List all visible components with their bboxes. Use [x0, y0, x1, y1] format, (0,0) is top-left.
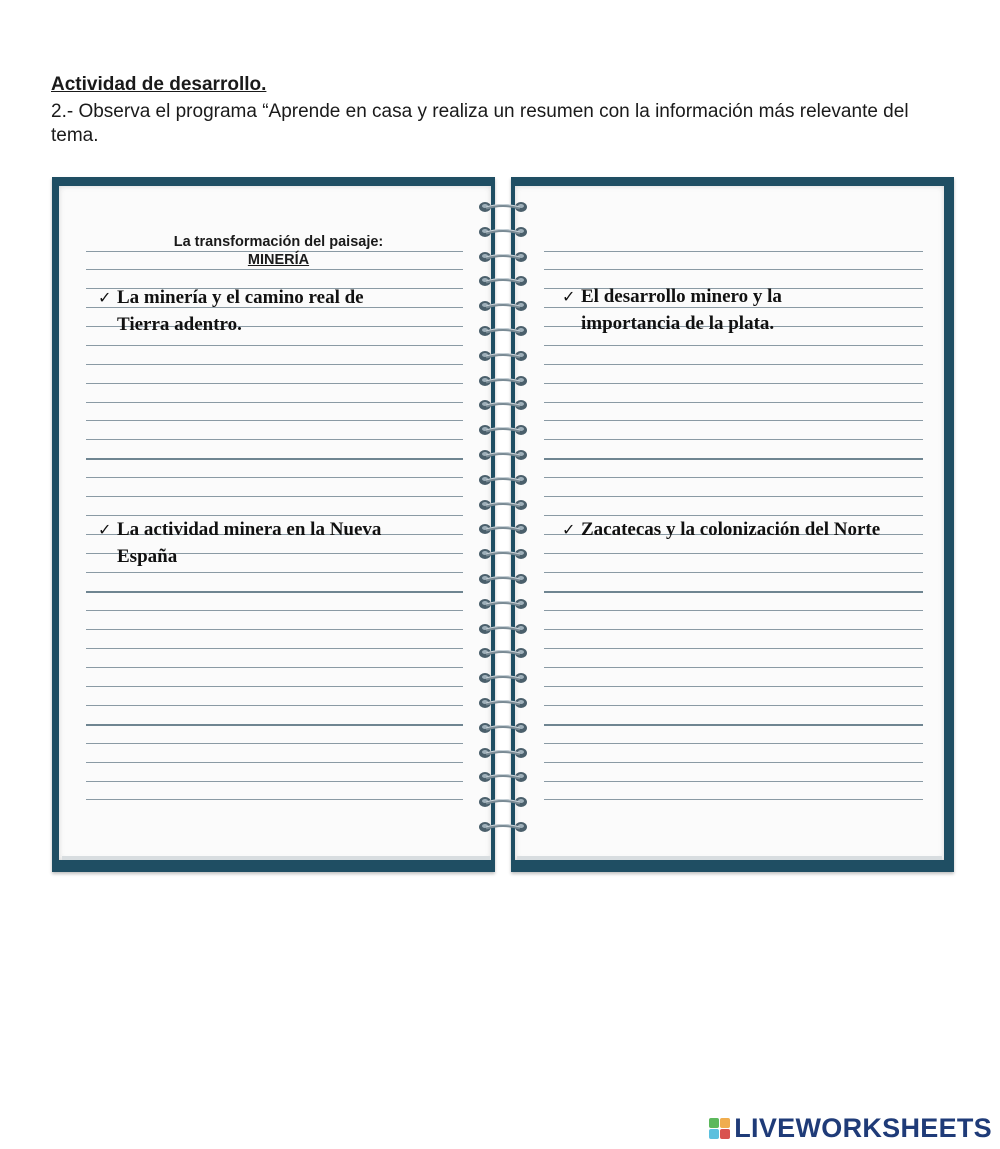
spiral-coil — [476, 274, 530, 288]
topic-line-1: Zacatecas y la colonización del Norte — [581, 519, 881, 540]
ruled-line — [86, 477, 463, 478]
ruled-line — [544, 572, 923, 573]
ruled-line — [86, 458, 463, 460]
ruled-line — [544, 477, 923, 478]
ruled-line — [86, 648, 463, 649]
spiral-coil — [476, 423, 530, 437]
check-icon: ✓ — [562, 287, 576, 306]
topic-item — [98, 516, 382, 570]
ruled-line — [544, 591, 923, 593]
spiral-coil — [476, 299, 530, 313]
activity-heading: Actividad de desarrollo. — [51, 74, 267, 95]
ruled-line — [86, 402, 463, 403]
spiral-coil — [476, 547, 530, 561]
ruled-line — [86, 439, 463, 440]
instructions-text: 2.- Observa el programa “Aprende en casa y realiza un resumen con la información más relevante del tema. — [51, 101, 909, 146]
spiral-coil — [476, 696, 530, 710]
spiral-coil — [476, 622, 530, 636]
topic-line-2: España — [117, 546, 178, 567]
topic-line-1: La minería y el camino real de — [117, 287, 364, 308]
ruled-line — [544, 743, 923, 744]
ruled-line — [86, 345, 463, 346]
topic-line-2: Tierra adentro. — [117, 314, 242, 335]
ruled-line — [86, 364, 463, 365]
spiral-binding — [476, 200, 530, 850]
topic-line-2: importancia de la plata. — [581, 313, 775, 334]
ruled-line — [544, 383, 923, 384]
spiral-coil — [476, 746, 530, 760]
ruled-line — [544, 402, 923, 403]
spiral-coil — [476, 820, 530, 834]
spiral-coil — [476, 374, 530, 388]
ruled-line — [544, 269, 923, 270]
ruled-line — [544, 439, 923, 440]
check-icon: ✓ — [98, 520, 112, 539]
spiral-coil — [476, 597, 530, 611]
ruled-line — [86, 383, 463, 384]
ruled-line — [544, 686, 923, 687]
spiral-coil — [476, 448, 530, 462]
check-icon: ✓ — [98, 288, 112, 307]
logo-icon — [709, 1118, 730, 1139]
spiral-coil — [476, 250, 530, 264]
ruled-line — [544, 667, 923, 668]
spiral-coil — [476, 721, 530, 735]
ruled-line — [86, 572, 463, 573]
ruled-line — [86, 591, 463, 593]
notebook-title — [86, 233, 471, 269]
spiral-coil — [476, 398, 530, 412]
check-icon: ✓ — [562, 520, 576, 539]
ruled-line — [86, 799, 463, 800]
title-line-1: La transformación del paisaje: — [173, 234, 384, 250]
ruled-line — [544, 364, 923, 365]
ruled-line — [544, 648, 923, 649]
ruled-line — [544, 553, 923, 554]
ruled-line — [544, 799, 923, 800]
topic-item — [98, 284, 364, 338]
ruled-line — [86, 667, 463, 668]
ruled-line — [86, 686, 463, 687]
spiral-coil — [476, 522, 530, 536]
logo-text: LIVEWORKSHEETS — [734, 1113, 992, 1143]
spiral-coil — [476, 646, 530, 660]
spiral-coil — [476, 473, 530, 487]
spiral-coil — [476, 770, 530, 784]
topic-item — [562, 283, 782, 337]
ruled-line — [544, 705, 923, 706]
ruled-line — [544, 496, 923, 497]
ruled-line — [544, 724, 923, 726]
ruled-line — [86, 705, 463, 706]
topic-line-1: La actividad minera en la Nueva — [117, 519, 382, 540]
ruled-line — [544, 345, 923, 346]
spiral-coil — [476, 349, 530, 363]
ruled-line — [544, 458, 923, 460]
page-edge-right — [517, 856, 942, 860]
ruled-line — [86, 269, 463, 270]
ruled-line — [86, 762, 463, 763]
liveworksheets-logo — [709, 1113, 992, 1144]
ruled-line — [86, 420, 463, 421]
ruled-line — [544, 610, 923, 611]
ruled-line — [544, 762, 923, 763]
spiral-coil — [476, 324, 530, 338]
ruled-line — [544, 251, 923, 252]
ruled-line — [86, 743, 463, 744]
ruled-line — [86, 629, 463, 630]
spiral-coil — [476, 572, 530, 586]
ruled-line — [86, 610, 463, 611]
ruled-line — [86, 781, 463, 782]
spiral-coil — [476, 225, 530, 239]
page-edge-left — [62, 856, 490, 860]
ruled-line — [544, 420, 923, 421]
spiral-coil — [476, 795, 530, 809]
ruled-line — [86, 724, 463, 726]
topic-line-1: El desarrollo minero y la — [581, 286, 782, 307]
ruled-line — [544, 781, 923, 782]
ruled-line — [86, 496, 463, 497]
spiral-coil — [476, 671, 530, 685]
spiral-coil — [476, 200, 530, 214]
title-line-2: MINERÍA — [247, 252, 310, 268]
topic-item — [562, 516, 881, 543]
ruled-line — [544, 629, 923, 630]
spiral-coil — [476, 498, 530, 512]
